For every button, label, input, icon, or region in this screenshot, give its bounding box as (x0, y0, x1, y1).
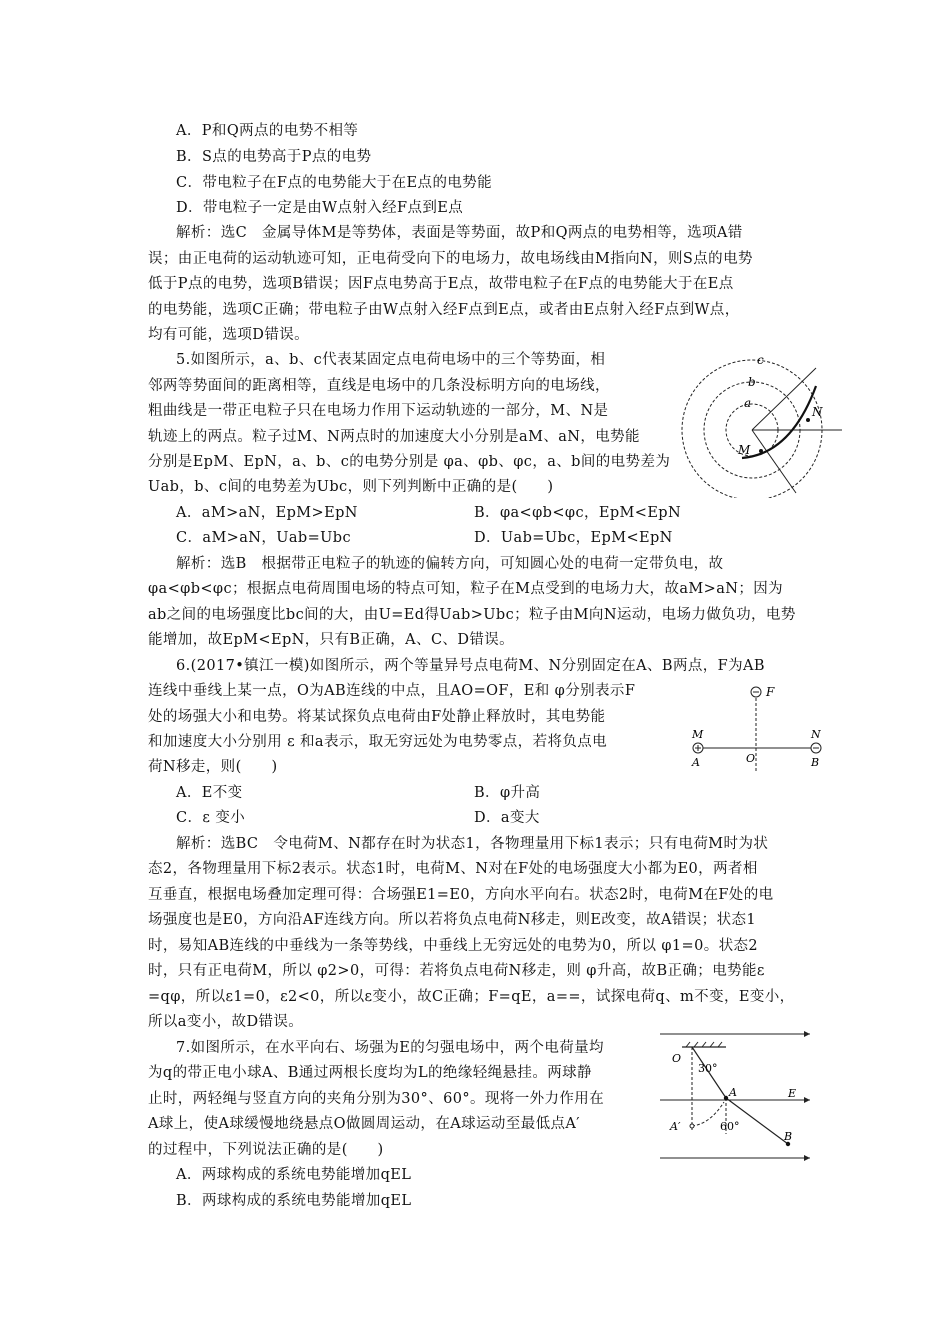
q4-option-d: D．带电粒子一定是由W点射入经F点到E点 (176, 200, 464, 216)
q5-option-a: A．aM>aN，EpM>EpN (176, 505, 358, 521)
q4-analysis-line: 的电势能，选项C正确；带电粒子由W点射入经F点到E点，或者由E点射入经F点到W点， (148, 302, 740, 318)
q6-option-a: A．E不变 (176, 785, 243, 801)
q5-option-c: C．aM>aN，Uab=Ubc (176, 530, 351, 546)
q4-analysis-line: 低于P点的电势，选项B错误；因F点电势高于E点，故带电粒子在F点的电势能大于在E点 (148, 276, 734, 292)
q6-stem-line: 荷N移走，则( ) (148, 759, 278, 775)
q7-stem-line: 止时，两轻绳与竖直方向的夹角分别为30°、60°。现将一外力作用在 (148, 1091, 605, 1107)
fig7-label-a-prime: A′ (670, 1120, 681, 1133)
q5-analysis-line: φa<φb<φc；根据点电荷周围电场的特点可知，粒子在M点受到的电场力大，故aM>aN；因为 (148, 581, 784, 597)
q7-stem-line: 的过程中，下列说法正确的是( ) (148, 1142, 384, 1158)
q4-option-a: A．P和Q两点的电势不相等 (176, 123, 359, 139)
q7-option-b: B．两球构成的系统电势能增加qEL (176, 1193, 412, 1209)
fig6-label-f: F (766, 685, 775, 699)
q6-option-b: B．φ升高 (474, 785, 541, 801)
fig6-label-a: A (692, 756, 700, 769)
q7-stem-line: 7.如图所示，在水平向右、场强为E的匀强电场中，两个电荷量均 (176, 1040, 604, 1056)
q6-analysis-line: 场强度也是E0，方向沿AF连线方向。所以若将负点电荷N移走，则E改变，故A错误；状态1 (148, 912, 757, 928)
q6-analysis-line: =qφ，所以ε1=0，ε2<0，所以ε变小，故C正确；F=qE，a==，试探电荷q、m不变，E变小， (148, 989, 795, 1005)
suspended-balls-figure (660, 1030, 820, 1170)
q6-stem-line: 和加速度大小分别用 ε 和a表示，取无穷远处为电势零点，若将负点电 (148, 734, 608, 750)
q7-stem-line: A球上，使A球缓慢地绕悬点O做圆周运动，在A球运动至最低点A′ (148, 1116, 580, 1132)
q5-analysis-line: 解析：选B 根据带正电粒子的轨迹的偏转方向，可知圆心处的电荷一定带负电，故 (176, 556, 724, 572)
q5-stem-line: 粗曲线是一带正电粒子只在电场力作用下运动轨迹的一部分，M、N是 (148, 403, 609, 419)
fig5-label-c: c (757, 353, 764, 367)
fig5-label-b: b (748, 375, 756, 389)
fig7-label-o: O (672, 1052, 682, 1065)
q6-analysis-line: 解析：选BC 令电荷M、N都存在时为状态1，各物理量用下标1表示；只有电荷M时为状 (176, 836, 769, 852)
q7-stem-line: 为q的带正电小球A、B通过两根长度均为L的绝缘轻绳悬挂。两球静 (148, 1065, 592, 1081)
q5-option-b: B．φa<φb<φc，EpM<EpN (474, 505, 682, 521)
q5-analysis-line: 能增加，故EpM<EpN，只有B正确，A、C、D错误。 (148, 632, 515, 648)
q6-analysis-line: 时，只有正电荷M，所以 φ2>0，可得：若将负点电荷N移走，则 φ升高，故B正确；电势能ε (148, 963, 765, 979)
fig6-label-n: N (811, 728, 821, 741)
q6-analysis-line: 时，易知AB连线的中垂线为一条等势线，中垂线上无穷远处的电势为0，所以 φ1=0。状态2 (148, 938, 759, 954)
q5-stem-line: 轨迹上的两点。粒子过M、N两点时的加速度大小分别是aM、aN，电势能 (148, 429, 640, 445)
fig6-label-b: B (811, 756, 820, 769)
fig5-label-m: M (738, 443, 751, 457)
point-charges-figure (686, 680, 836, 772)
q7-option-a: A．两球构成的系统电势能增加qEL (176, 1167, 412, 1183)
fig5-label-a: a (744, 396, 752, 410)
q5-option-d: D．Uab=Ubc，EpM<EpN (474, 530, 673, 546)
q6-option-d: D．a变大 (474, 810, 540, 826)
fig5-label-n: N (812, 405, 823, 419)
q6-analysis-line: 互垂直，根据电场叠加定理可得：合场强E1=E0，方向水平向右。状态2时，电荷M在F处的电 (148, 887, 774, 903)
q6-analysis-line: 态2，各物理量用下标2表示。状态1时，电荷M、N对在F处的电场强度大小都为E0，两者相 (148, 861, 758, 877)
fig6-label-o: O (746, 752, 756, 765)
equipotential-figure (676, 348, 846, 498)
q5-stem-line: 5.如图所示，a、b、c代表某固定点电荷电场中的三个等势面，相 (176, 352, 606, 368)
q6-analysis-line: 所以a变小，故D错误。 (148, 1014, 304, 1030)
fig7-label-a: A (729, 1086, 737, 1099)
fig7-label-b: B (784, 1130, 793, 1143)
fig7-label-60: 60° (720, 1120, 740, 1133)
q4-analysis-line: 解析：选C 金属导体M是等势体，表面是等势面，故P和Q两点的电势相等，选项A错 (176, 225, 743, 241)
q4-option-c: C．带电粒子在F点的电势能大于在E点的电势能 (176, 175, 493, 191)
q5-stem-line: Uab，b、c间的电势差为Ubc，则下列判断中正确的是( ) (148, 479, 554, 495)
q6-stem-line: 6.(2017•镇江一模)如图所示，两个等量异号点电荷M、N分别固定在A、B两点，F为AB (176, 658, 765, 674)
q4-analysis-line: 均有可能，选项D错误。 (148, 327, 310, 343)
q6-stem-line: 处的场强大小和电势。将某试探负点电荷由F处静止释放时，其电势能 (148, 709, 606, 725)
q4-analysis-line: 误；由正电荷的运动轨迹可知，正电荷受向下的电场力，故电场线由M指向N，则S点的电势 (148, 251, 753, 267)
q5-stem-line: 邻两等势面间的距离相等，直线是电场中的几条没标明方向的电场线， (148, 378, 610, 394)
fig7-label-30: 30° (698, 1062, 718, 1075)
fig6-label-m: M (692, 728, 704, 741)
q6-stem-line: 连线中垂线上某一点，O为AB连线的中点，且AO=OF，E和 φ分别表示F (148, 683, 636, 699)
q5-stem-line: 分别是EpM、EpN，a、b、c的电势分别是 φa、φb、φc，a、b间的电势差为 (148, 454, 671, 470)
q5-analysis-line: ab之间的电场强度比bc间的大，由U=Ed得Uab>Ubc；粒子由M向N运动，电场力做负功，电势 (148, 607, 796, 623)
q4-option-b: B．S点的电势高于P点的电势 (176, 149, 372, 165)
fig7-label-e: E (788, 1087, 797, 1100)
q6-option-c: C．ε 变小 (176, 810, 246, 826)
